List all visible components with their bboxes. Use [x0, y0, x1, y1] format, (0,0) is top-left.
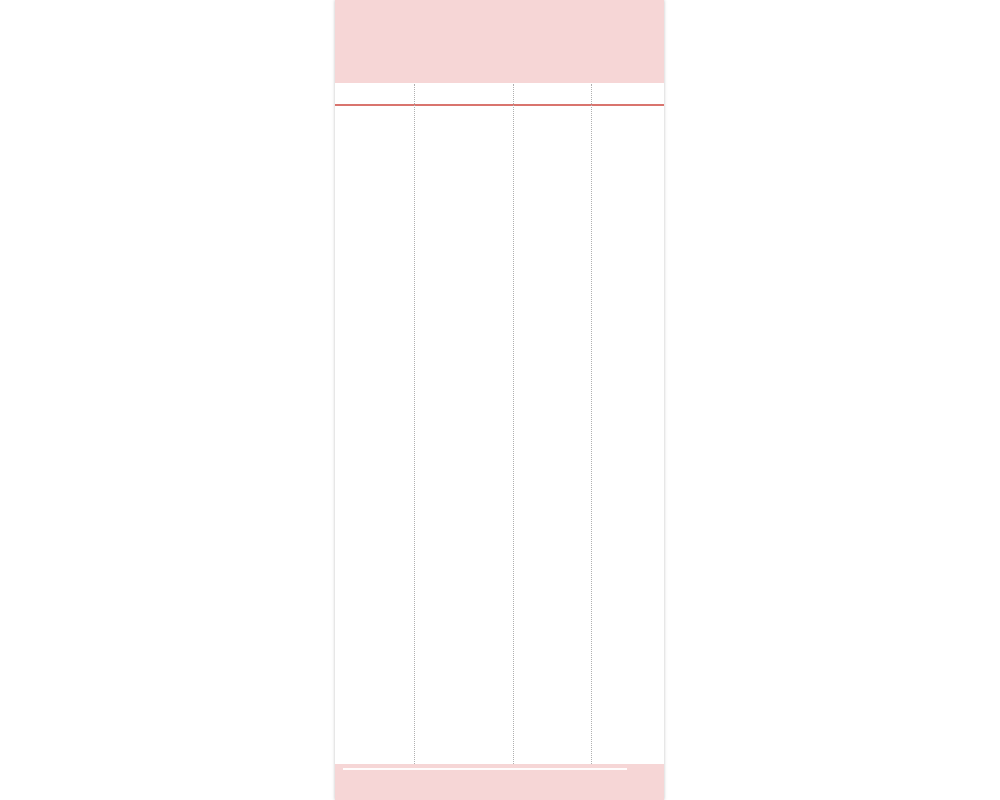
- footnote: [343, 768, 627, 770]
- year-bar: [335, 83, 664, 104]
- column-divider: [591, 84, 592, 764]
- column-divider: [414, 84, 415, 764]
- divider: [335, 104, 664, 106]
- column-divider: [513, 84, 514, 764]
- calendar-page: [335, 0, 664, 800]
